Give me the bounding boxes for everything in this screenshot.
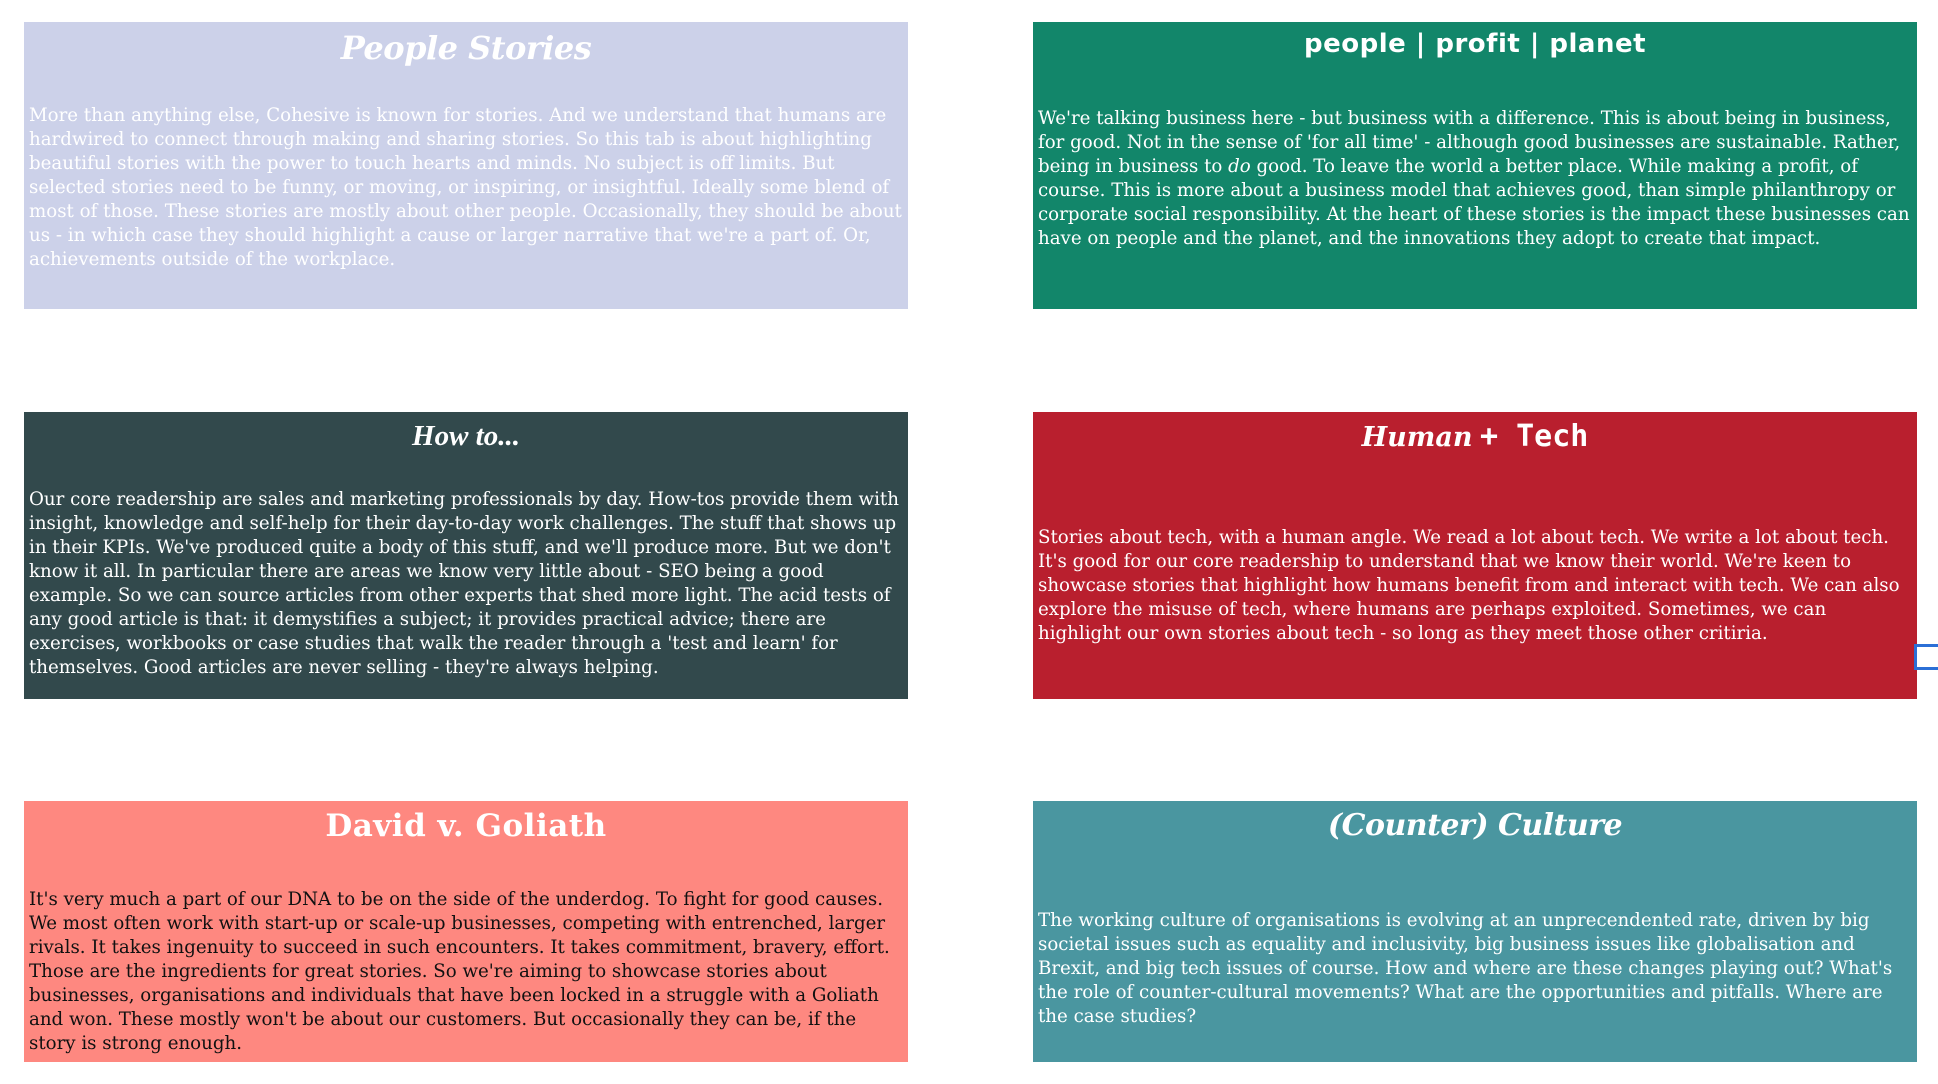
card-counter-culture[interactable] xyxy=(1033,801,1917,1062)
card-body: More than anything else, Cohesive is known for stories. And we understand that humans are hardwired to connect through making and sharing stories. So this tab is about highlighting beautiful stories with the power to touch hearts and minds. No subject is off limits. But selected stories need to be funny, or moving, or inspiring, or insightful. Ideally some blend of most of those. These stories are mostly about other people. Occasionally, they should be about us - in which case they should highlight a cause or larger narrative that we're a part of. Or, achievements outside of the workplace. xyxy=(29,105,902,270)
card-body xyxy=(1038,107,1912,251)
card-body-emphasis: do xyxy=(1228,155,1251,177)
card-title: (Counter) Culture xyxy=(1327,808,1623,843)
card-title: How to... xyxy=(412,420,520,452)
card-people-profit-planet[interactable] xyxy=(1033,22,1917,309)
card-body: The working culture of organisations is evolving at an unprecendented rate, driven by big societal issues such as equality and inclusivity, big business issues like globalisation and Brexit, and big tech issues of course. How and where are these changes playing out? What's the role of counter-cultural movements? What are the opportunities and pitfalls. Where are the case studies? xyxy=(1038,909,1893,1027)
card-title: David v. Goliath xyxy=(325,808,607,844)
card-body-part: We're talking business here - but business with a difference. This is about being in business, for good. Not in the sense of 'for all time' - although good businesses are sustainable. Rather, being in business to xyxy=(1038,107,1901,177)
card-title: People Stories xyxy=(340,29,592,67)
card-body: Stories about tech, with a human angle. We read a lot about tech. We write a lot about tech. It's good for our core readership to understand that we know their world. We're keen to showcase stories that highlight how humans benefit from and interact with tech. We can also explore the misuse of tech, where humans are perhaps exploited. Sometimes, we can highlight our own stories about tech - so long as they meet those other critiria. xyxy=(1038,526,1900,644)
card-human-tech[interactable] xyxy=(1033,412,1917,699)
card-how-to[interactable] xyxy=(24,412,908,699)
card-body-part: good. To leave the world a better place. While making a profit, of course. This is more about a business model that achieves good, than simple philanthropy or corporate social responsibility. At the heart of these stories is the impact these businesses can have on people and the planet, and the innovations they adopt to create that impact. xyxy=(1038,155,1910,249)
card-title: people | profit | planet xyxy=(1303,29,1647,59)
card-david-v-goliath[interactable] xyxy=(24,801,908,1062)
card-title-script: Human xyxy=(1361,422,1473,453)
card-body: It's very much a part of our DNA to be on the side of the underdog. To fight for good causes. We most often work with start-up or scale-up businesses, competing with entrenched, larger rivals. It takes ingenuity to succeed in such encounters. It takes commitment, bravery, effort. Those are the ingredients for great stories. So we're aiming to showcase stories about businesses, organisations and individuals that have been locked in a struggle with a Goliath and won. These mostly won't be about our customers. But occasionally they can be, if the story is strong enough. xyxy=(29,888,890,1054)
card-body: Our core readership are sales and marketing professionals by day. How-tos provide them with insight, knowledge and self-help for their day-to-day work challenges. The stuff that shows up in their KPIs. We've produced quite a body of this stuff, and we'll produce more. But we don't know it all. In particular there are areas we know very little about - SEO being a good example. So we can source articles from other experts that shed more light. The acid tests of any good article is that: it demystifies a subject; it provides practical advice; there are exercises, workbooks or case studies that walk the reader through a 'test and learn' for themselves. Good articles are never selling - they're always helping. xyxy=(29,489,899,679)
card-people-stories[interactable] xyxy=(24,22,908,309)
card-title xyxy=(1038,412,1912,456)
card-title-mono: + Tech xyxy=(1479,419,1589,454)
selection-handle[interactable] xyxy=(1914,644,1938,670)
